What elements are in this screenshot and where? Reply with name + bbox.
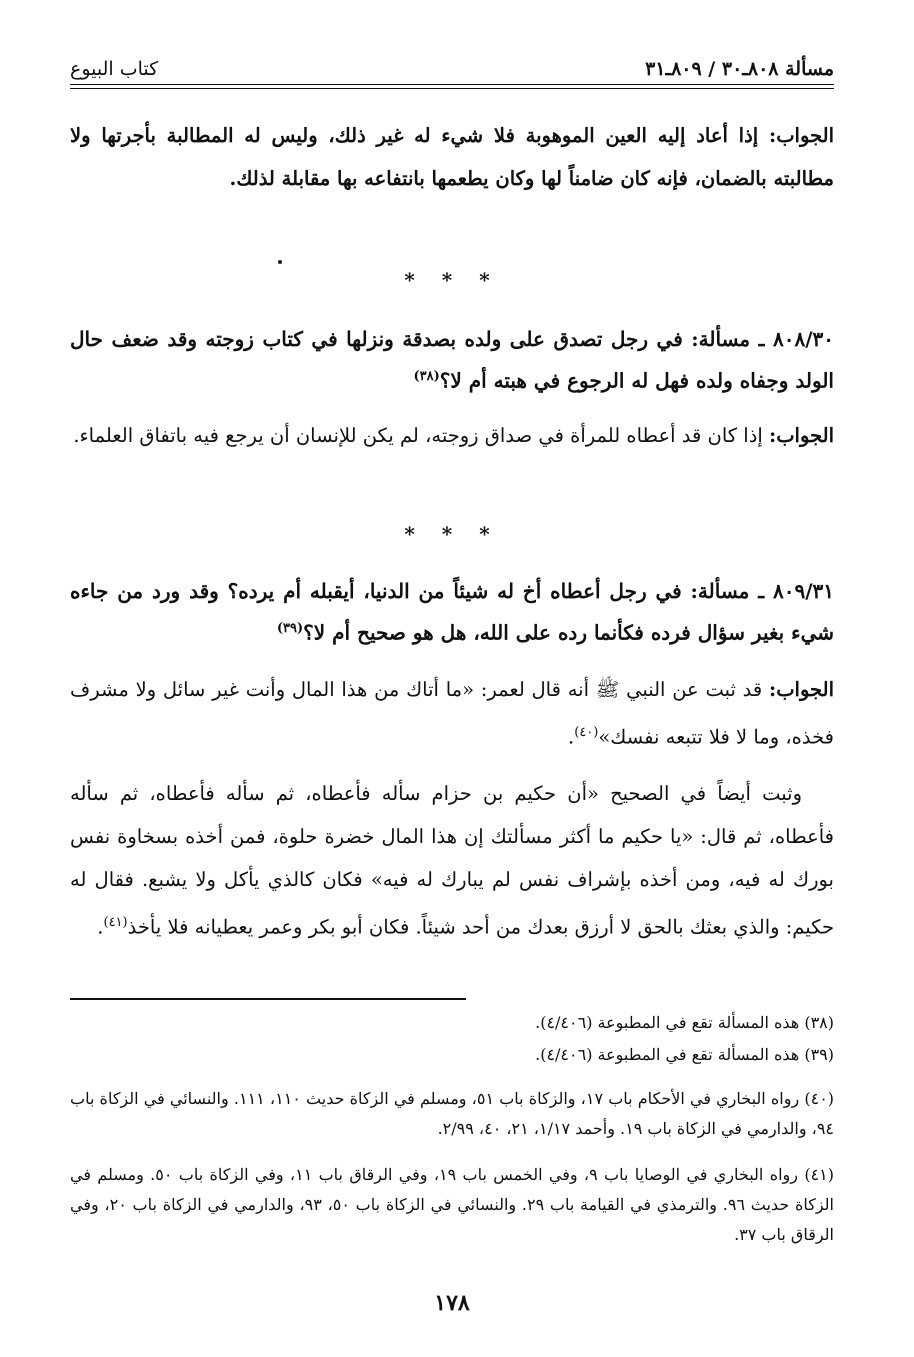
book-page <box>70 0 834 1357</box>
running-header <box>70 50 834 80</box>
footnote-ref-38: (٣٨) <box>413 369 440 384</box>
answer-31-continued <box>70 772 834 949</box>
footnote-rule <box>70 998 466 1000</box>
question-number: ٨٠٩/٣١ ـ مسألة: <box>690 579 834 603</box>
header-rule <box>70 84 834 89</box>
footnote-ref-39: (٣٩) <box>276 621 304 636</box>
header-section-ref: مسألة ٨٠٨ـ٣٠ / ٨٠٩ـ٣١ <box>645 58 834 80</box>
footnote-39: (٣٩) هذه المسألة تقع في المطبوعة (٤/٤٠٦). <box>535 1045 834 1064</box>
answer-text: إذا كان قد أعطاه للمرأة في صداق زوجته، لم يكن للإنسان أن يرجع فيه باتفاق العلماء. <box>73 424 769 447</box>
answer-30 <box>70 414 834 457</box>
question-31 <box>70 572 834 652</box>
answer-end: . <box>97 915 104 939</box>
answer-31 <box>70 668 834 759</box>
header-book-title: كتاب البيوع <box>70 58 159 80</box>
answer-text: إذا أعاد إليه العين الموهوبة فلا شيء له غير ذلك، وليس له المطالبة بأجرتها ولا مطالبته بالضمان، فإنه كان ضامناً لها وكان يطعمها بانتفاعه بها مقابلة لذلك. <box>70 124 834 190</box>
answer-label: الجواب: <box>769 124 834 147</box>
footnote-ref-41: (٤١) <box>103 915 128 930</box>
answer-label: الجواب: <box>769 424 834 447</box>
page-number: ١٧٨ <box>434 1290 470 1316</box>
footnote-ref-40: (٤٠) <box>574 725 599 740</box>
question-30 <box>70 320 834 400</box>
previous-answer <box>70 114 834 200</box>
answer-label: الجواب: <box>769 678 834 701</box>
answer-text: قد ثبت عن النبي ﷺ أنه قال لعمر: «ما أتاك من هذا المال وأنت غير سائل ولا مشرف فخذه، وما لا فلا تتبعه نفسك» <box>70 678 834 749</box>
question-text: في رجل تصدق على ولده بصدقة ونزلها في كتاب زوجته وقد ضعف حال الولد وجفاه ولده فهل له الرجوع في هبته أم لا؟ <box>70 327 834 393</box>
footnote-38: (٣٨) هذه المسألة تقع في المطبوعة (٤/٤٠٦). <box>535 1013 834 1032</box>
footnote-40: (٤٠) رواه البخاري في الأحكام باب ١٧، والزكاة باب ٥١، ومسلم في الزكاة حديث ١١٠، ١١١. والنسائي في الزكاة باب ٩٤، والدارمي في الزكاة باب ١٩. وأحمد ١/١٧، ٢١، ٤٠، ٢/٩٩. <box>70 1089 835 1138</box>
question-text: في رجل أعطاه أخ له شيئاً من الدنيا، أيقبله أم يرده؟ وقد ورد من جاءه شيء بغير سؤال فرده فكأنما رده على الله، هل هو صحيح أم لا؟ <box>70 579 834 645</box>
question-number: ٨٠٨/٣٠ ـ مسألة: <box>691 327 834 351</box>
stray-dot <box>278 260 282 264</box>
answer-text: وثبت أيضاً في الصحيح «أن حكيم بن حزام سأله فأعطاه، ثم سأله فأعطاه، ثم سأله فأعطاه، ثم قال: «يا حكيم ما أكثر مسألتك إن هذا المال خضرة حلوة، فمن أخذه بسخاوة نفس بورك له فيه، ومن أخذه بإشراف نفس لم يبارك له فيه» فكان كالذي يأكل ولا يشبع. فقال له حكيم: والذي بعثك بالحق لا أرزق بعدك من أحد شيئاً. فكان أبو بكر وعمر يعطيانه فلا يأخذ <box>70 782 834 939</box>
section-separator: * * * <box>404 522 500 546</box>
answer-end: . <box>568 725 575 749</box>
section-separator: * * * <box>404 268 500 292</box>
footnote-41: (٤١) رواه البخاري في الوصايا باب ٩، وفي الخمس باب ١٩، وفي الرقاق باب ١١، وفي الزكاة باب ٥٠. ومسلم في الزكاة حديث ٩٦. والترمذي في القيامة باب ٢٩. والنسائي في الزكاة باب ٥٠، ٩٣، والدارمي في الزكاة باب ٢٠، وفي الرقاق باب ٣٧. <box>70 1165 835 1244</box>
